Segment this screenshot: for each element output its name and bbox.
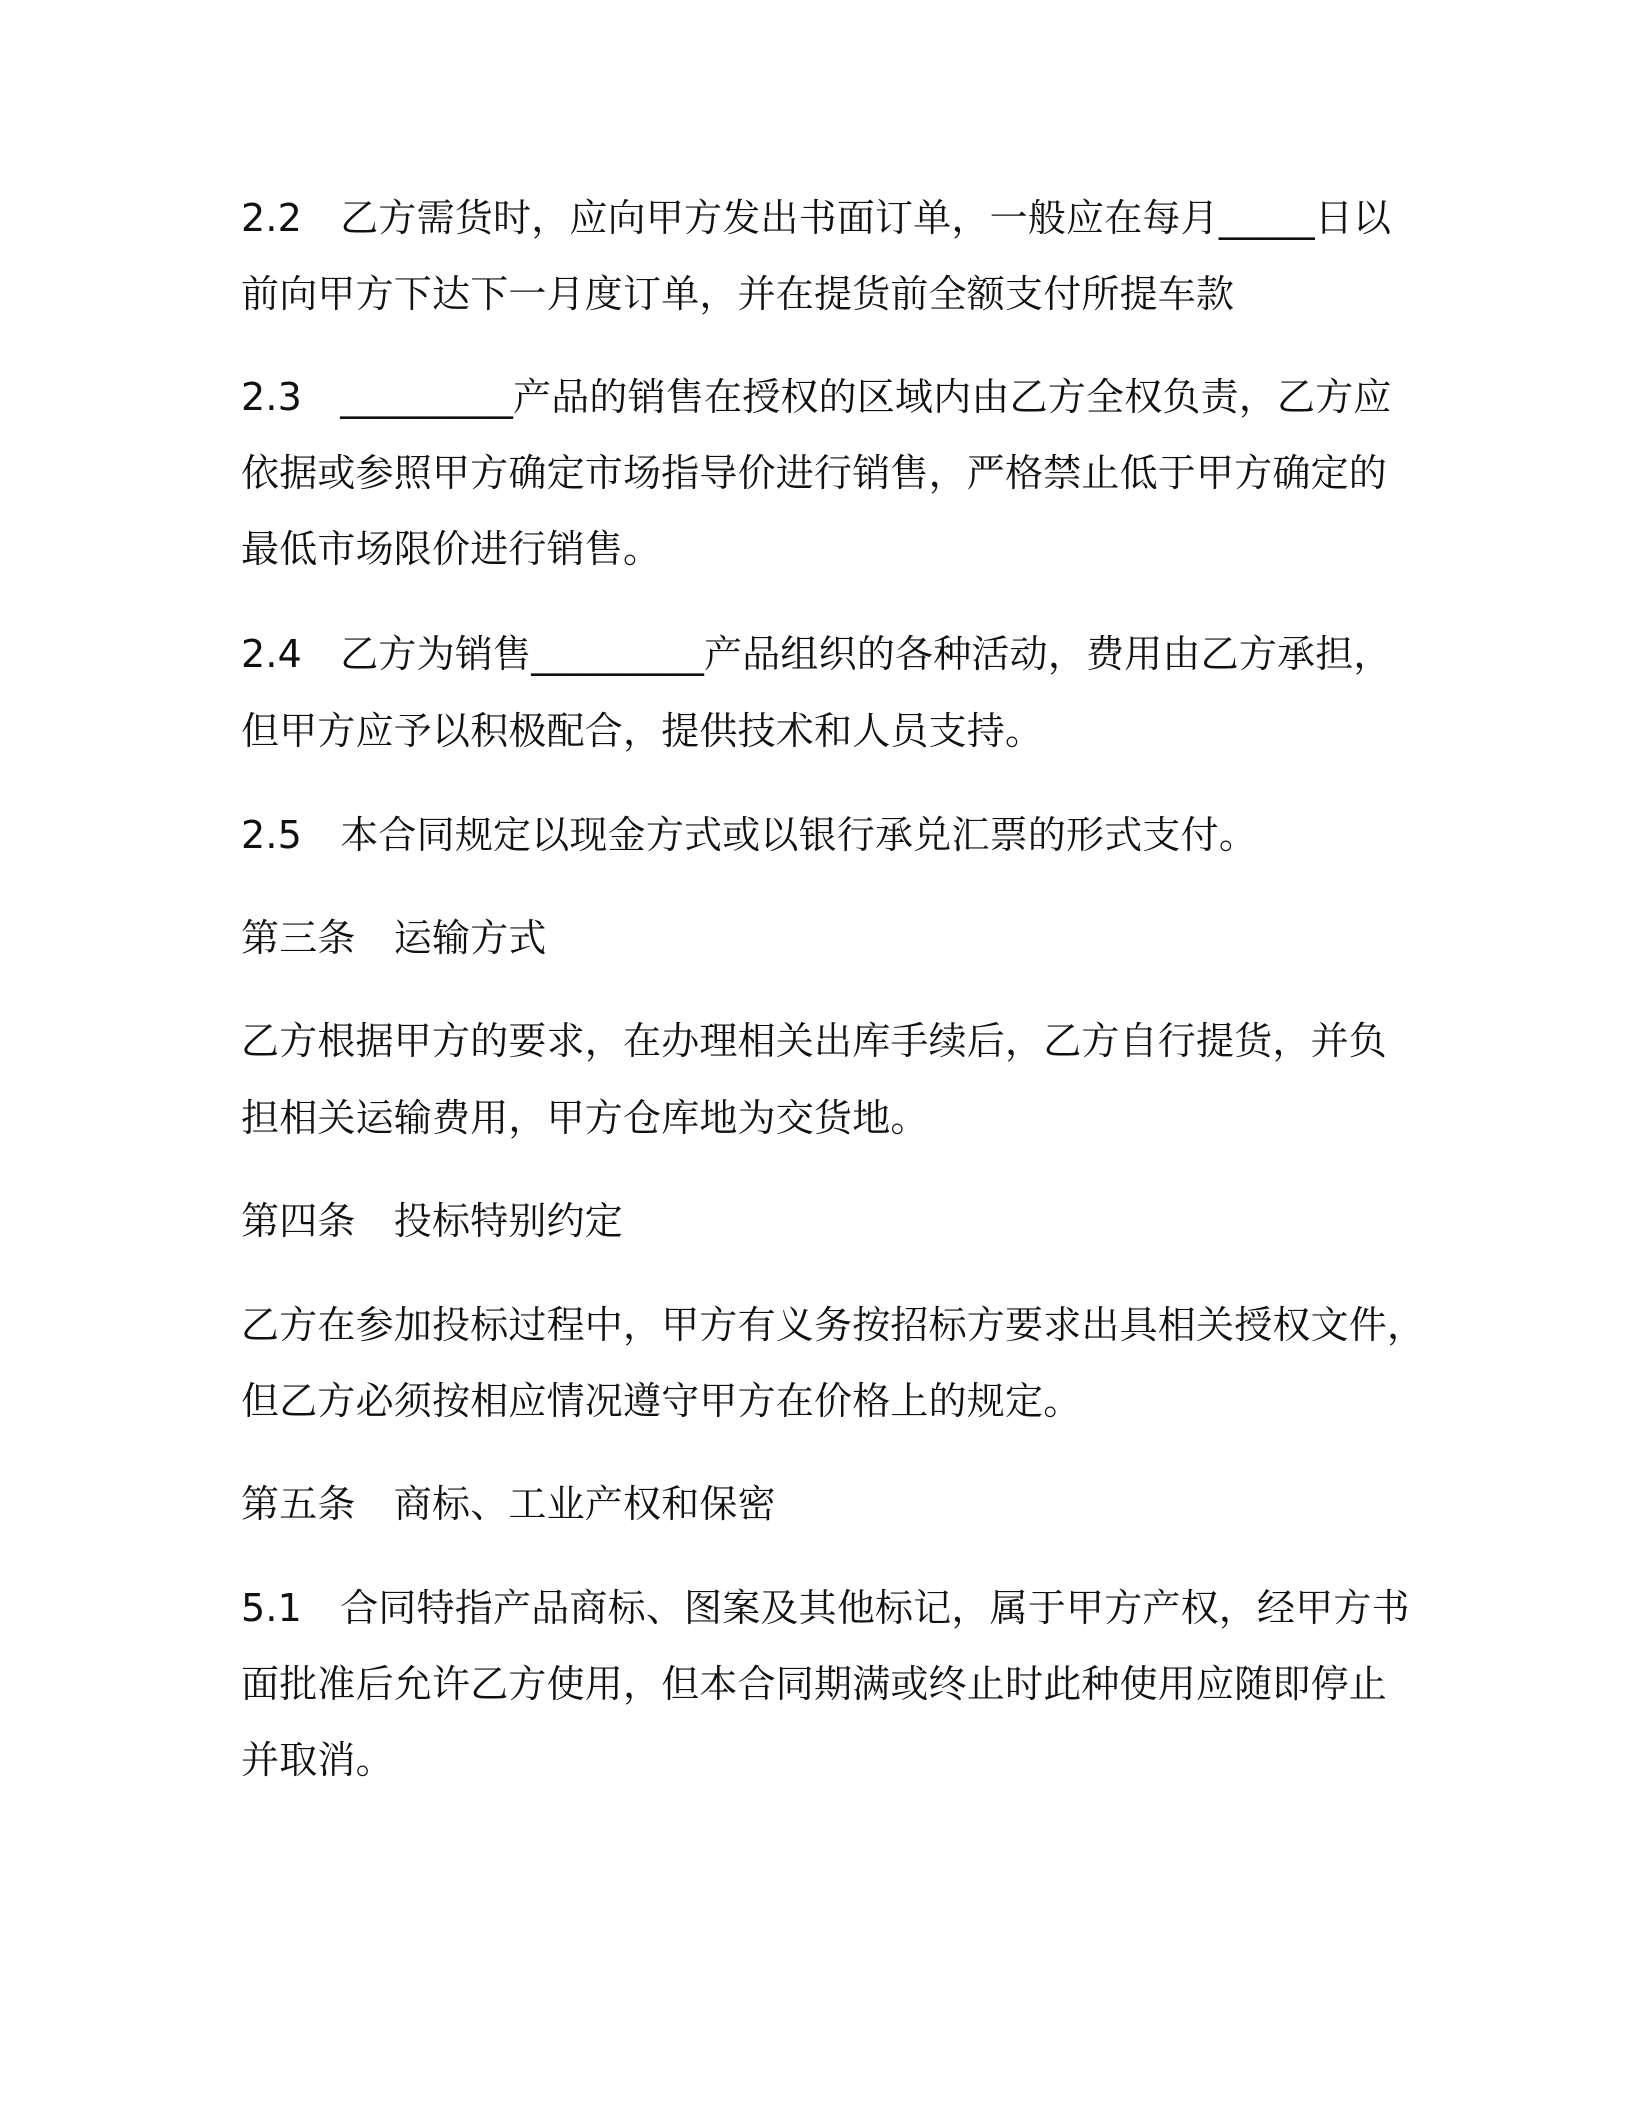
- clause-2-3-line-2: 依据或参照甲方确定市场指导价进行销售，严格禁止低于甲方确定的: [241, 451, 1388, 495]
- clause-2-3-line-1: 2.3 _________产品的销售在授权的区域内由乙方全权负责，乙方应: [241, 375, 1392, 419]
- article-4-line-1: 乙方在参加投标过程中，甲方有义务按招标方要求出具相关授权文件，: [241, 1303, 1426, 1347]
- clause-5-1-line-2: 面批准后允许乙方使用，但本合同期满或终止时此种使用应随即停止: [241, 1662, 1388, 1706]
- article-3-line-2: 担相关运输费用，甲方仓库地为交货地。: [241, 1096, 929, 1140]
- clause-5-1-line-1: 5.1 合同特指产品商标、图案及其他标记，属于甲方产权，经甲方书: [241, 1586, 1410, 1630]
- clause-2-3-line-3: 最低市场限价进行销售。: [241, 527, 662, 571]
- clause-2-4-line-2: 但甲方应予以积极配合，提供技术和人员支持。: [241, 709, 1044, 753]
- clause-5-1-line-3: 并取消。: [241, 1738, 394, 1782]
- clause-2-5-line-1: 2.5 本合同规定以现金方式或以银行承兑汇票的形式支付。: [241, 813, 1258, 857]
- article-3-line-1: 乙方根据甲方的要求，在办理相关出库手续后，乙方自行提货，并负: [241, 1019, 1388, 1063]
- article-4-line-2: 但乙方必须按相应情况遵守甲方在价格上的规定。: [241, 1379, 1082, 1423]
- article-4-heading: 第四条 投标特别约定: [241, 1199, 624, 1243]
- clause-2-4-line-1: 2.4 乙方为销售_________产品组织的各种活动，费用由乙方承担，: [241, 632, 1392, 676]
- article-5-heading: 第五条 商标、工业产权和保密: [241, 1482, 776, 1526]
- clause-2-2-line-2: 前向甲方下达下一月度订单，并在提货前全额支付所提车款: [241, 272, 1235, 316]
- clause-2-2-line-1: 2.2 乙方需货时，应向甲方发出书面订单，一般应在每月_____日以: [241, 196, 1392, 240]
- article-3-heading: 第三条 运输方式: [241, 916, 547, 960]
